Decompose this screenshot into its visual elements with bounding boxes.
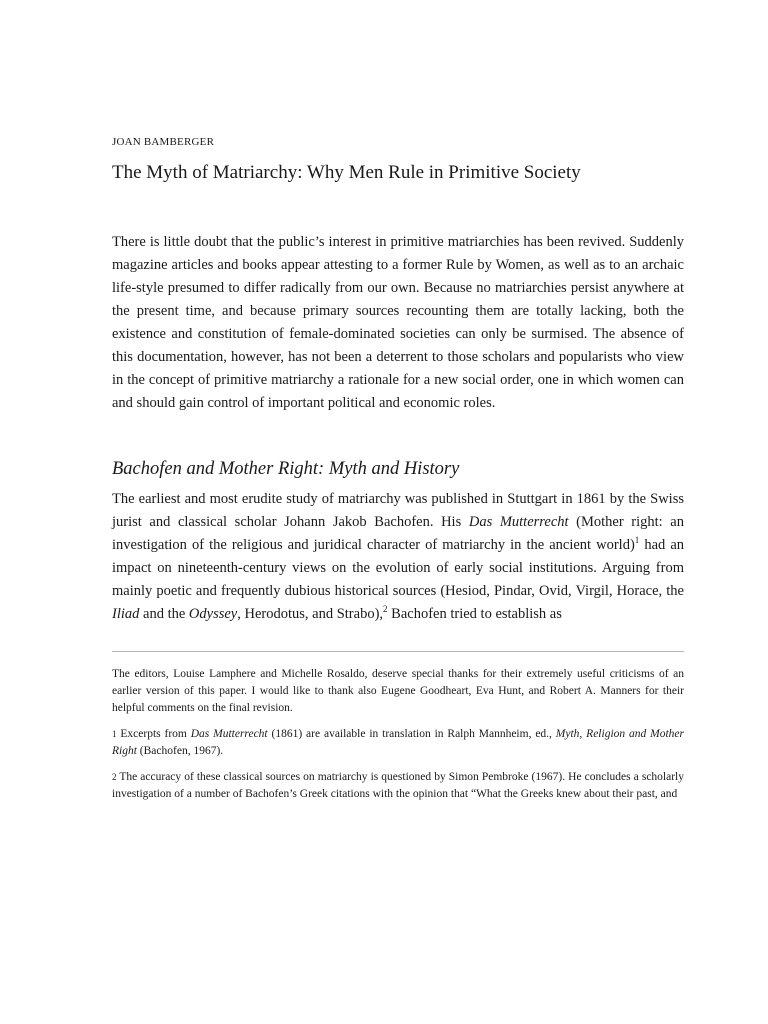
footnote-number: 1 [112,728,117,739]
footnote-ref-1[interactable]: 1 [634,534,640,545]
footnote-2: 2 The accuracy of these classical sources on matriarchy is questioned by Simon Pembroke (1967). He concludes a scholarly investigation of a number of Bachofen’s Greek citations with the opinion that “What the Greeks knew about their past, and [112,770,684,800]
footnote-number: 2 [112,771,117,782]
footnote-thanks: The editors, Louise Lamphere and Michelle Rosaldo, deserve special thanks for their extremely useful criticisms of an earlier version of this paper. I would like to thank also Eugene Goodheart, Eva Hunt, and Robert A. Manners for their helpful comments on the final revision. [112,667,684,714]
author-name: JOAN BAMBERGER [112,136,215,148]
footnote-1: 1 Excerpts from Das Mutterrecht (1861) are available in translation in Ralph Mannheim, ed., Myth, Religion and Mother Right (Bachofen, 1967). [112,727,684,757]
intro-paragraph: There is little doubt that the public’s interest in primitive matriarchies has been revived. Suddenly magazine articles and books appear attesting to a former Rule by Women, as well as to an archaic life-style presumed to differ radically from our own. Because no matriarchies persist anywhere at the present time, and because primary sources recounting them are totally lacking, both the existence and constitution of female-dominated societies can only be surmised. The absence of this documentation, however, has not been a deterrent to those scholars and popularists who view in the concept of primitive matriarchy a rationale for a new social order, one in which women can and should gain control of important political and economic roles. [112,233,684,411]
document-page [112,136,684,812]
section-paragraph: The earliest and most erudite study of matriarchy was published in Stuttgart in 1861 by the Swiss jurist and classical scholar Johann Jakob Bachofen. His Das Mutterrecht (Mother right: an investigation of the religious and juridical character of matriarchy in the ancient world)$^1$ had an impact on nineteenth-century views on the evolution of early social institutions. Arguing from mainly poetic and frequently dubious historical sources (Hesiod, Pindar, Ovid, Virgil, Horace, the Iliad and the Odyssey, Herodotus, and Strabo),$^2$ Bachofen tried to establish as [112,490,684,622]
footnote-divider [112,651,684,652]
work-title: Odyssey [188,605,238,622]
work-title: Das Mutterrecht [468,513,569,530]
section-heading: Bachofen and Mother Right: Myth and History [112,458,460,479]
footnote-ref-2[interactable]: 2 [383,603,388,614]
article-title: The Myth of Matriarchy: Why Men Rule in Primitive Society [112,162,581,183]
work-title: Iliad [112,605,140,622]
